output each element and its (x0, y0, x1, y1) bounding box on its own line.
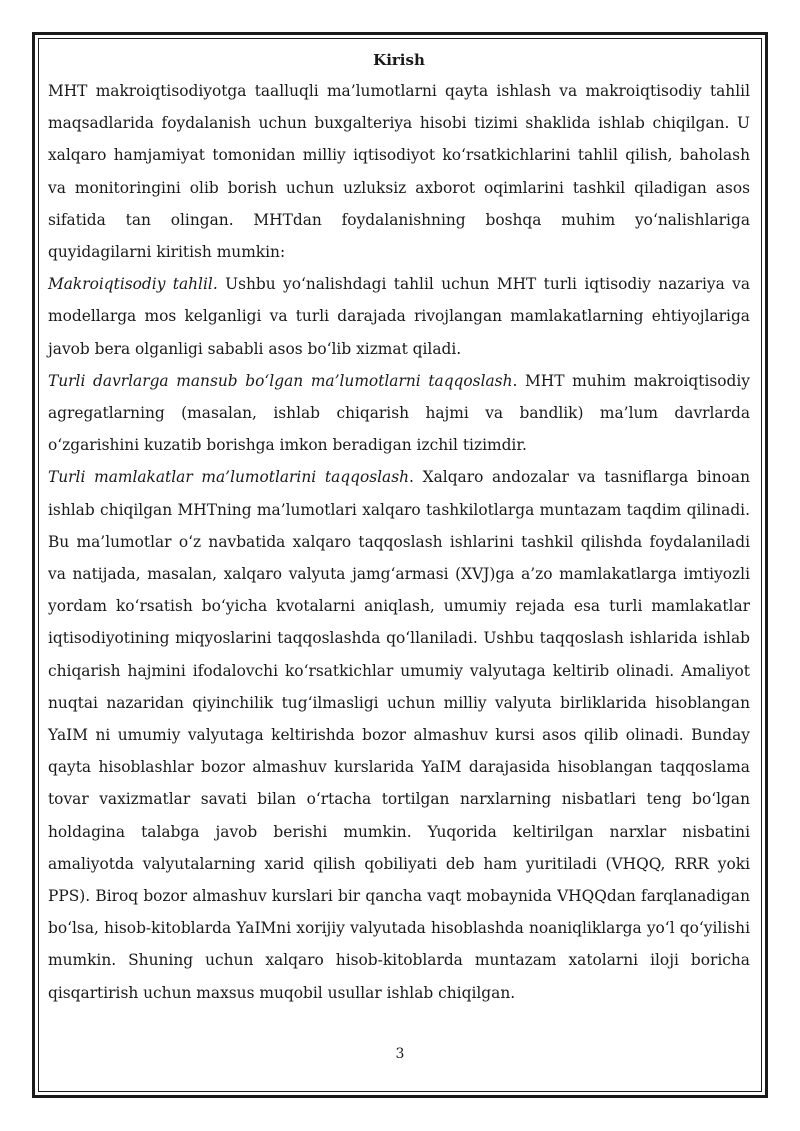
paragraph-text: . MHT muhim makroiqtisodiy agregatlarning (masalan, ishlab chiqarish hajmi va bandlik) ma’lum davrlarda o‘zgarishini kuzatib borishga imkon beradigan izchil tizimdir. (48, 371, 751, 455)
intro-paragraph: MHT makroiqtisodiyotga taalluqli ma’lumotlarni qayta ishlash va makroiqtisodiy tahlil maqsadlarida foydalanish uchun buxgalteriya hisobi tizimi shaklida ishlab chiqilgan. U xalqaro hamjamiyat tomonidan milliy iqtisodiyot ko‘rsatkichlarini tahlil qilish, baholash va monitoringini olib borish uchun uzluksiz axborot oqimlarini tashkil qiladigan asos sifatida tan olingan. MHTdan foydalanishning boshqa muhim yo‘nalishlariga quyidagilarni kiritish mumkin: (48, 82, 750, 262)
page-number: 3 (395, 1046, 405, 1062)
paragraph-country-comparison (48, 461, 750, 1008)
paragraph-lead: Turli mamlakatlar ma’lumotlarini taqqoslash (48, 468, 410, 487)
paragraph-text: . Xalqaro andozalar va tasniflarga binoan ishlab chiqilgan MHTning ma’lumotlari xalqaro tashkilotlarga muntazam taqdim qilinadi. Bu ma’lumotlar o‘z navbatida xalqaro taqqoslash ishlarini tashkil qilishda foydalaniladi va natijada, masalan, xalqaro valyuta jamg‘armasi (XVJ)ga a’zo mamlakatlarga imtiyozli yordam ko‘rsatish bo‘yicha kvotalarni aniqlash, umumiy rejada esa turli mamlakatlar iqtisodiyotining miqyoslarini taqqoslashda qo‘llaniladi. Ushbu taqqoslash ishlarida ishlab chiqarish hajmini ifodalovchi ko‘rsatkichlar umumiy valyutaga keltirib olinadi. Amaliyot nuqtai nazaridan qiyinchilik tug‘ilmasligi uchun milliy valyuta birliklarida hisoblangan YaIM ni umumiy valyutaga keltirishda bozor almashuv kursi asos qilib olinadi. Bunday qayta hisoblashlar bozor almashuv kurslarida YaIM darajasida hisoblangan taqqoslama tovar vaxizmatlar savati bilan o‘rtacha tortilgan narxlarning nisbatlari teng bo‘lgan holdagina talabga javob berishi mumkin. Yuqorida keltirilgan narxlar nisbatini amaliyotda valyutalarning xarid qilish qobiliyati deb ham yuritiladi (VHQQ, RRR yoki PPS). Biroq bozor almashuv kurslari bir qancha vaqt mobaynida VHQQdan farqlanadigan bo‘lsa, hisob-kitoblarda YaIMni xorijiy valyutada hisoblashda noaniqliklarga yo‘l qo‘yilishi mumkin. Shuning uchun xalqaro hisob-kitoblarda muntazam xatolarni iloji boricha qisqartirish uchun maxsus muqobil usullar ishlab chiqilgan. (48, 468, 750, 1002)
section-title: Kirish (373, 51, 425, 69)
paragraph-text: Ushbu yo‘nalishdagi tahlil uchun MHT turli iqtisodiy nazariya va modellarga mos kelganligi va turli darajada rivojlangan mamlakatlarning ehtiyojlariga javob bera olganligi sababli asos bo‘lib xizmat qiladi. (48, 275, 750, 358)
document-body (48, 48, 750, 1009)
paragraph-macroeconomic-analysis (48, 268, 750, 365)
paragraph-period-comparison (48, 365, 750, 462)
paragraph-lead: Turli davrlarga mansub bo‘lgan ma’lumotlarni taqqoslash (48, 371, 513, 390)
paragraph-lead: Makroiqtisodiy tahlil. (48, 275, 218, 294)
